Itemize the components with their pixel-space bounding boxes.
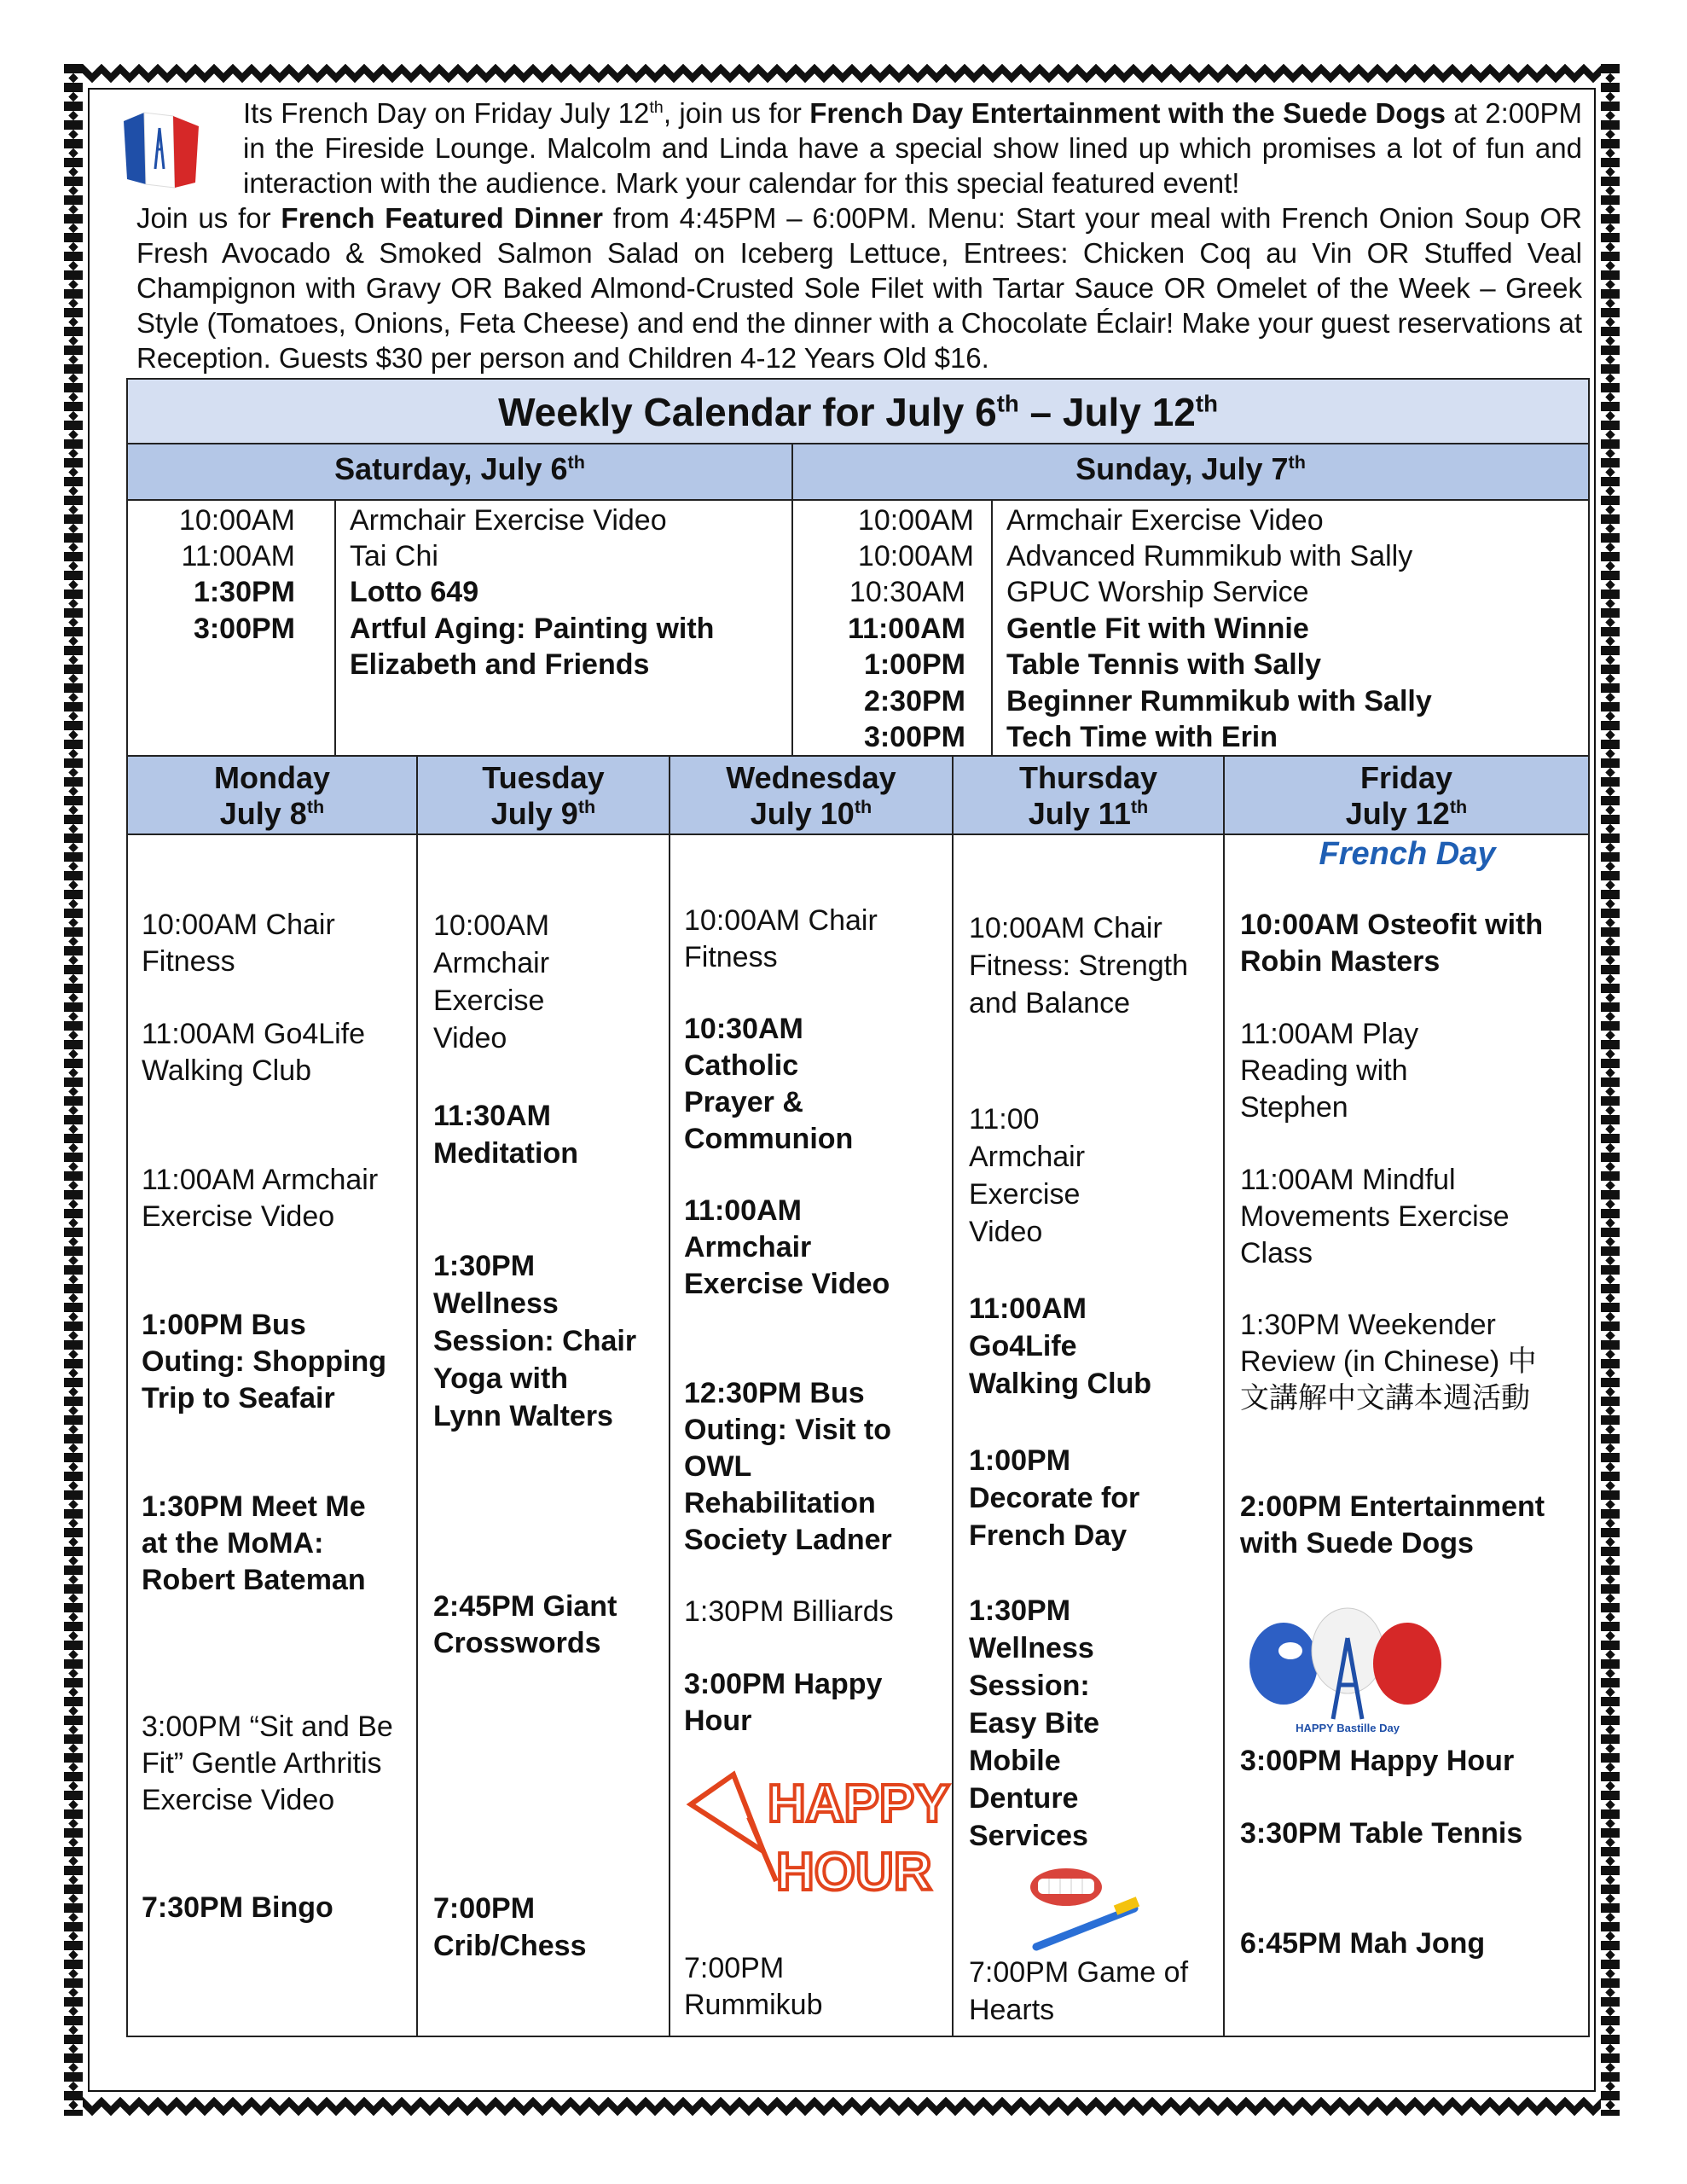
saturday-header: Saturday, July 6th xyxy=(126,443,793,501)
friday-event: 2:00PM Entertainment with Suede Dogs xyxy=(1240,1490,1545,1560)
friday-event: 11:00AM Play Reading with Stephen xyxy=(1240,1018,1419,1124)
monday-event: 3:00PM “Sit and Be Fit” Gentle Arthritis Exercise Video xyxy=(142,1711,393,1816)
friday-event: 1:30PM Weekender Review (in Chinese) 中文講解中文講本週活動 xyxy=(1240,1309,1537,1414)
friday-event: 11:00AM Mindful Movements Exercise Class xyxy=(1240,1164,1510,1269)
border-top xyxy=(64,64,1620,83)
monday-column xyxy=(126,834,418,2037)
bastille-caption: HAPPY Bastille Day xyxy=(1296,1722,1400,1734)
tuesday-event: 11:30AM Meditation xyxy=(433,1100,578,1170)
thursday-header: Thursday July 11th xyxy=(952,755,1225,835)
tuesday-header: Tuesday July 9th xyxy=(416,755,670,835)
wednesday-header: Wednesday July 10th xyxy=(669,755,954,835)
friday-event: 10:00AM Osteofit with Robin Masters xyxy=(1240,909,1544,978)
thursday-event: 10:00AM Chair Fitness: Strength and Balance xyxy=(969,912,1189,1019)
wednesday-event: 7:00PM Rummikub xyxy=(684,1952,823,2021)
svg-text:HAPPY: HAPPY xyxy=(768,1774,950,1833)
tuesday-event: 7:00PM Crib/Chess xyxy=(433,1892,587,1962)
french-dinner-announcement: Join us for French Featured Dinner from 4:45PM – 6:00PM. Menu: Start your meal with French Onion Soup OR Fresh Avocado & Smoked Salmon Salad on Iceberg Lettuce, Entrees: Chicken Coq au Vin OR Stuffed Veal Champignon with Gravy OR Baked Almond-Crusted Sole Filet with Tartar Sauce OR Omelet of the Week – Greek Style (Tomatoes, Onions, Feta Cheese) and end the dinner with a Chocolate Éclair! Make your guest reservations at Reception. Guests $30 per person and Children 4-12 Years Old $16. xyxy=(136,202,1582,374)
monday-event: 10:00AM Chair Fitness xyxy=(142,909,335,978)
intro-section xyxy=(136,96,1582,375)
monday-header: Monday July 8th xyxy=(126,755,418,835)
border-bottom xyxy=(64,2097,1620,2116)
tuesday-event: 10:00AM Armchair Exercise Video xyxy=(433,909,550,1054)
tuesday-event: 1:30PM Wellness Session: Chair Yoga with Lynn Walters xyxy=(433,1250,637,1432)
sunday-header: Sunday, July 7th xyxy=(791,443,1590,501)
thursday-event: 1:00PM Decorate for French Day xyxy=(969,1444,1140,1552)
friday-theme: French Day xyxy=(1319,836,1496,872)
monday-event: 1:00PM Bus Outing: Shopping Trip to Seafair xyxy=(142,1309,387,1414)
thursday-event: 11:00AM Go4Life Walking Club xyxy=(969,1292,1152,1400)
calendar-title: Weekly Calendar for July 6th – July 12th xyxy=(126,378,1590,444)
friday-event: 6:45PM Mah Jong xyxy=(1240,1927,1486,1960)
monday-event: 11:00AM Armchair Exercise Video xyxy=(142,1164,379,1233)
tuesday-event: 2:45PM Giant Crosswords xyxy=(433,1590,617,1659)
friday-column xyxy=(1223,834,1590,2037)
wednesday-event: 3:00PM Happy Hour xyxy=(684,1668,883,1737)
friday-event: 3:30PM Table Tennis xyxy=(1240,1817,1523,1850)
wednesday-event: 1:30PM Billiards xyxy=(684,1595,894,1628)
svg-text:HOUR: HOUR xyxy=(776,1843,932,1902)
wednesday-event: 11:00AM Armchair Exercise Video xyxy=(684,1194,890,1300)
thursday-event: 1:30PM Wellness Session: Easy Bite Mobile Denture Services xyxy=(969,1594,1100,1852)
wednesday-event: 10:00AM Chair Fitness xyxy=(684,904,878,973)
friday-event: 3:00PM Happy Hour xyxy=(1240,1745,1515,1777)
border-left xyxy=(64,64,83,2116)
friday-header: Friday July 12th xyxy=(1223,755,1590,835)
wednesday-event: 10:30AM Catholic Prayer & Communion xyxy=(684,1013,854,1155)
bastille-day-balloons-icon xyxy=(1241,1604,1454,1745)
denture-icon xyxy=(1019,1862,1147,1955)
happy-hour-sign-icon xyxy=(682,1740,950,1915)
french-day-announcement: Its French Day on Friday July 12th, join us for French Day Entertainment with the Suede Dogs at 2:00PM in the Fireside Lounge. Malcolm and Linda have a special show lined up which promises a lot of fun and interaction with the audience. Mark your calendar for this special featured event! xyxy=(243,97,1582,199)
thursday-event: 7:00PM Game of Hearts xyxy=(969,1956,1189,2026)
wednesday-event: 12:30PM Bus Outing: Visit to OWL Rehabilitation Society Ladner xyxy=(684,1377,892,1556)
monday-event: 1:30PM Meet Me at the MoMA: Robert Bateman xyxy=(142,1490,366,1596)
monday-event: 7:30PM Bingo xyxy=(142,1891,333,1924)
thursday-event: 11:00 Armchair Exercise Video xyxy=(969,1103,1086,1248)
border-right xyxy=(1601,64,1620,2116)
monday-event: 11:00AM Go4Life Walking Club xyxy=(142,1018,366,1087)
